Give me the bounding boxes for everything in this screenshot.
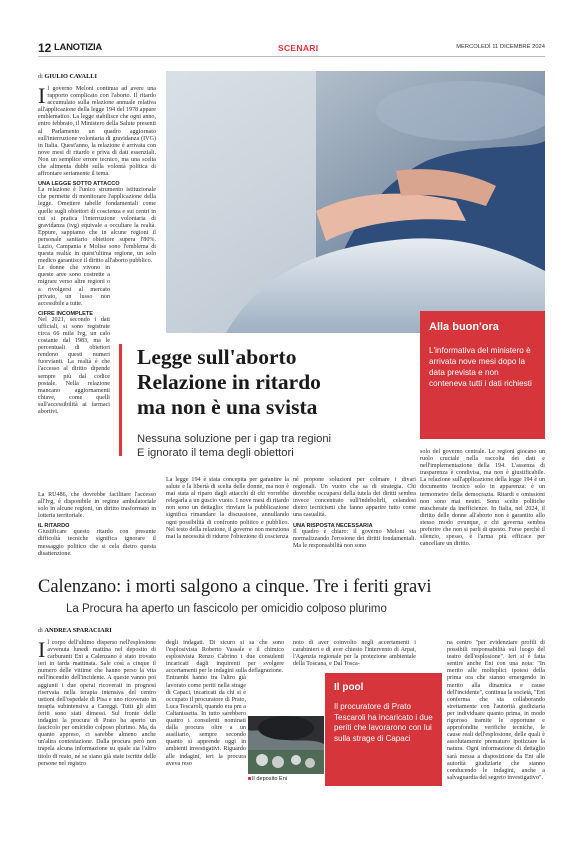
article1-col2: La legge 194 è stata concepita per garantire la salute e la libertà di scelta delle donne, ma non è mai stata al riparo dagli attacchi di chi vorrebbe relegarla a un guscio vuoto. I nove mesi di ritardo non sono un dettaglio: rinviare la pubblicazione significa rimandare la discussione, annullando ogni possibilità di confronto politico e pubblico. Nel testo della relazione, il governo non menziona mai la necessità di ridurre l'obiezione di coscienza — [166, 477, 289, 540]
article2-subtitle: La Procura ha aperto un fascicolo per omicidio colposo plurimo — [66, 603, 387, 615]
caption-square-icon — [248, 777, 251, 780]
section-label: SCENARI — [278, 43, 319, 53]
article1-subtitle — [137, 432, 427, 460]
subhead-legge-attacco: UNA LEGGE SOTTO ATTACCO — [38, 181, 120, 188]
sidebar-il-pool — [325, 673, 442, 786]
article1-byline: di GIULIO CAVALLI — [38, 73, 97, 80]
article1-p3: Giustificare questo ritardo con presunte difficoltà tecniche significa ignorare il messaggio politico che si cela dietro questa disattenzione. — [38, 529, 156, 557]
eni-deposit-photo — [248, 716, 324, 774]
subhead-cifre: CIFRE INCOMPLETE — [38, 310, 94, 317]
article1-headline-bar — [119, 344, 122, 456]
issue-date: MERCOLEDÌ 11 DICEMBRE 2024 — [456, 44, 545, 50]
drop-cap: I — [38, 637, 46, 662]
pool-text: Il procuratore di Prato Tescaroli ha incaricato i due periti che lavorarono con lui sulla strage di Capaci — [334, 702, 433, 743]
headline-line3: ma non è una svista — [137, 395, 318, 419]
eni-photo-illustration — [248, 716, 324, 774]
article1-col3a: né propone soluzioni per colmare i divari regionali. Un vuoto che sa di strategia. Chi dovrebbe occuparsi della tutela dei diritti sembra invece concentrato sull'indebolirli, celandosi dietro tecnicismi che fanno apparire tutto come una casualità. — [293, 477, 416, 519]
hospital-photo-illustration — [166, 71, 545, 333]
article1-p1: La relazione è l'unico strumento istituzionale che permette di monitorare l'applicazione della legge. Omettere tabelle fondamentali come quelle sugli obiettori di coscienza e sui centri in cui si pratica l'interruzione volontaria di gravidanza (ivg) equivale a occultare la realtà. Eppure, sappiamo che in alcune regioni il personale sanitario obiettore supera l'80%. Lazio, Campania e Molise sono l'emblema di questa realtà: in quest'ultima regione, un solo medico garantisce il diritto all'aborto pubblico. — [38, 187, 156, 265]
hospital-photo — [166, 71, 545, 333]
article2-col1 — [38, 637, 156, 768]
sidebar-title: Alla buon'ora — [429, 321, 499, 333]
subhead-ritardo: IL RITARDO — [38, 523, 70, 530]
article2-col2-p1: degli indagati. Di sicuro si sa che sono l'esplosivista Roberto Vassale e il chimico esplosivista Renzo Cabrino i due consulenti incaricati dagli inquirenti per svolgere accertamenti per le indagini sulla deflagrazione. — [166, 640, 284, 675]
article1-col3b: Il quadro è chiaro: il governo Meloni sta normalizzando l'erosione dei diritti fondamentali. Ma le responsabilità non sono — [293, 528, 416, 549]
sidebar-alla-buonora — [420, 311, 545, 439]
article1-col1-lower — [38, 492, 156, 558]
article1-p1b: Le donne che vivono in queste aree sono costrette a migrare verso altre regioni o a rivolgersi al mercato privato, un lusso non accessibile a tutte. — [38, 265, 110, 307]
newspaper-logo: LANOTIZIA — [54, 42, 102, 53]
subtitle-line2: E ignorato il tema degli obiettori — [137, 447, 294, 459]
sidebar-text: L'informativa del ministero è arrivata nove mesi dopo la data prevista e non conteneva tutti i dati richiesti — [429, 346, 532, 388]
article2-title: Calenzano: i morti salgono a cinque. Tre i feriti gravi — [38, 577, 432, 597]
article1-p2b: La RU486, che dovrebbe facilitare l'accesso all'Ivg, è disponibile in regime ambulatoriale solo in alcune regioni, un diritto trasformato in lotteria territoriale. — [38, 492, 156, 520]
article1-col4: solo del governo centrale. Le regioni giocano un ruolo cruciale nella raccolta dei dati e nell'implementazione della 194. L'assenza di trasparenza è condivisa, ma non è giustificabile. La relazione sull'applicazione della legge 194 è un documento tecnico solo in apparenza: è un termometro della democrazia. Ritardi e omissioni non sono mai neutri. Sono scelte politiche mascherate da inefficienze. In Italia, nel 2024, il diritto delle donne all'aborto non è garantito allo stesso modo ovunque, e chi governa sembra preferire che non si parli di questo. Forse perché il silenzio, spesso, è l'arma più efficace per cancellare un diritto. — [420, 449, 545, 548]
header-divider — [38, 56, 545, 57]
article1-intro: l governo Meloni continua ad avere una rapporto complicato con l'aborto. Il ritardo accumulato sulla relazione annuale relativa all'applicazione della legge 194 del 1978 appare emblematico. La legge stabilisce che ogni anno, entro febbraio, il Ministero della Salute presenti al Parlamento un quadro aggiornato sull'interruzione volontaria di gravidanza (IVG) in Italia. Quest'anno, la relazione è arrivata con nove mesi di ritardo e priva di dati essenziali. Non un semplice errore tecnico, ma una scelta che alimenta dubbi sulla volontà politica di affrontare seriamente il tema. — [38, 86, 156, 178]
article1-col3 — [293, 477, 416, 550]
headline-line1: Legge sull'aborto — [137, 345, 297, 369]
article1-headline — [137, 345, 427, 420]
article2-col4: na centro "per evidenziare profili di possibili responsabilità sul luogo del teatro dell'esplosione". Ieri si è fatta sentire anche Eni con una nota: "In merito alle molteplici ipotesi della prima ora che stanno emergendo in merito alla dinamica e cause dell'incidente", continua la società, "Eni conferma che sta collaborando strettamente con l'autorità giudiziaria per individuare quanto prima, in modo rigoroso tramite le opportune e approfondite verifiche tecniche, le cause reali dell'esplosione, delle quali è assolutamente prematuro ipotizzare la natura. Ogni informazione di dettaglio sarà messa a disposizione da Eni alle autorità giudiziarie che stanno conducendo le indagini, anche a salvaguardia del segreto investigativo". — [447, 640, 545, 781]
page-header — [38, 40, 545, 56]
article2-col2-p2: Entrambi hanno tra l'altro già lavorato come periti nella strage di Capaci, incaricati da chi si è occupato il procuratore di Prato, Luca Tescaroli, quando era pm a Caltanissetta. In tutto sarebbero quattro i consulenti nominati dalla procura oltre a un ausiliario, sempre secondo quanto si apprende oggi in ambienti investigativi. Riguardo alle indagini, ieri la procura aveva reso — [166, 675, 246, 767]
article2-col3: noto di aver coinvolto negli accertamenti i carabinieri e di aver chiesto l'intervento di Arpat, l'Agenzia regionale per la protezione ambientale della Toscana, e Dal Tosca- — [293, 640, 416, 668]
headline-line2: Relazione in ritardo — [137, 370, 321, 394]
pool-title: Il pool — [334, 682, 364, 693]
article2-col1-text: l corpo dell'ultimo disperso nell'esplosione avvenuta lunedì mattina nel deposito di carburanti Eni a Calenzano è stato trovato ieri in tarda mattinata. Sale così a cinque il numero delle vittime che hanno perso la vita nell'incendio dell'incidente. A queste vanno poi aggiunti i due operai ricoverati in prognosi riservata nella terapia intensiva del centro ustioni dell'ospedale di Pisa e uno ricoverato in terapia subintensiva a Careggi. Tutti gli altri feriti sono stati dimessi. Sul fronte delle indagini la procura di Prato ha aperto un fascicolo per omicidio colposo plurimo. Ma, da quanto appreso, ci sarebbe almeno anche un'altra contestazione. Dalla procura però non trapela alcuna informazione su quale sia l'altro titolo di reato, né se siano già state iscritte delle persone nel registro — [38, 640, 156, 767]
article2-byline: di ANDREA SPARACIARI — [38, 627, 112, 634]
article1-p2: Nel 2021, secondo i dati ufficiali, si sono registrate circa 66 mila Ivg, un calo costante dal 1983, ma le percentuali di obiettori rendono questi numeri fuorvianti. La realtà è che l'accesso al diritto dipende sempre più dal codice postale. Nella relazione mancano aggiornamenti chiave, come quelli sull'accessibilità ai farmaci abortivi. — [38, 316, 110, 416]
photo-caption: Il deposito Eni — [248, 776, 287, 782]
drop-cap: I — [38, 83, 46, 108]
subhead-risposta: UNA RISPOSTA NECESSARIA — [293, 522, 373, 529]
subtitle-line1: Nessuna soluzione per i gap tra regioni — [137, 433, 332, 445]
page-number: 12 — [38, 41, 52, 55]
